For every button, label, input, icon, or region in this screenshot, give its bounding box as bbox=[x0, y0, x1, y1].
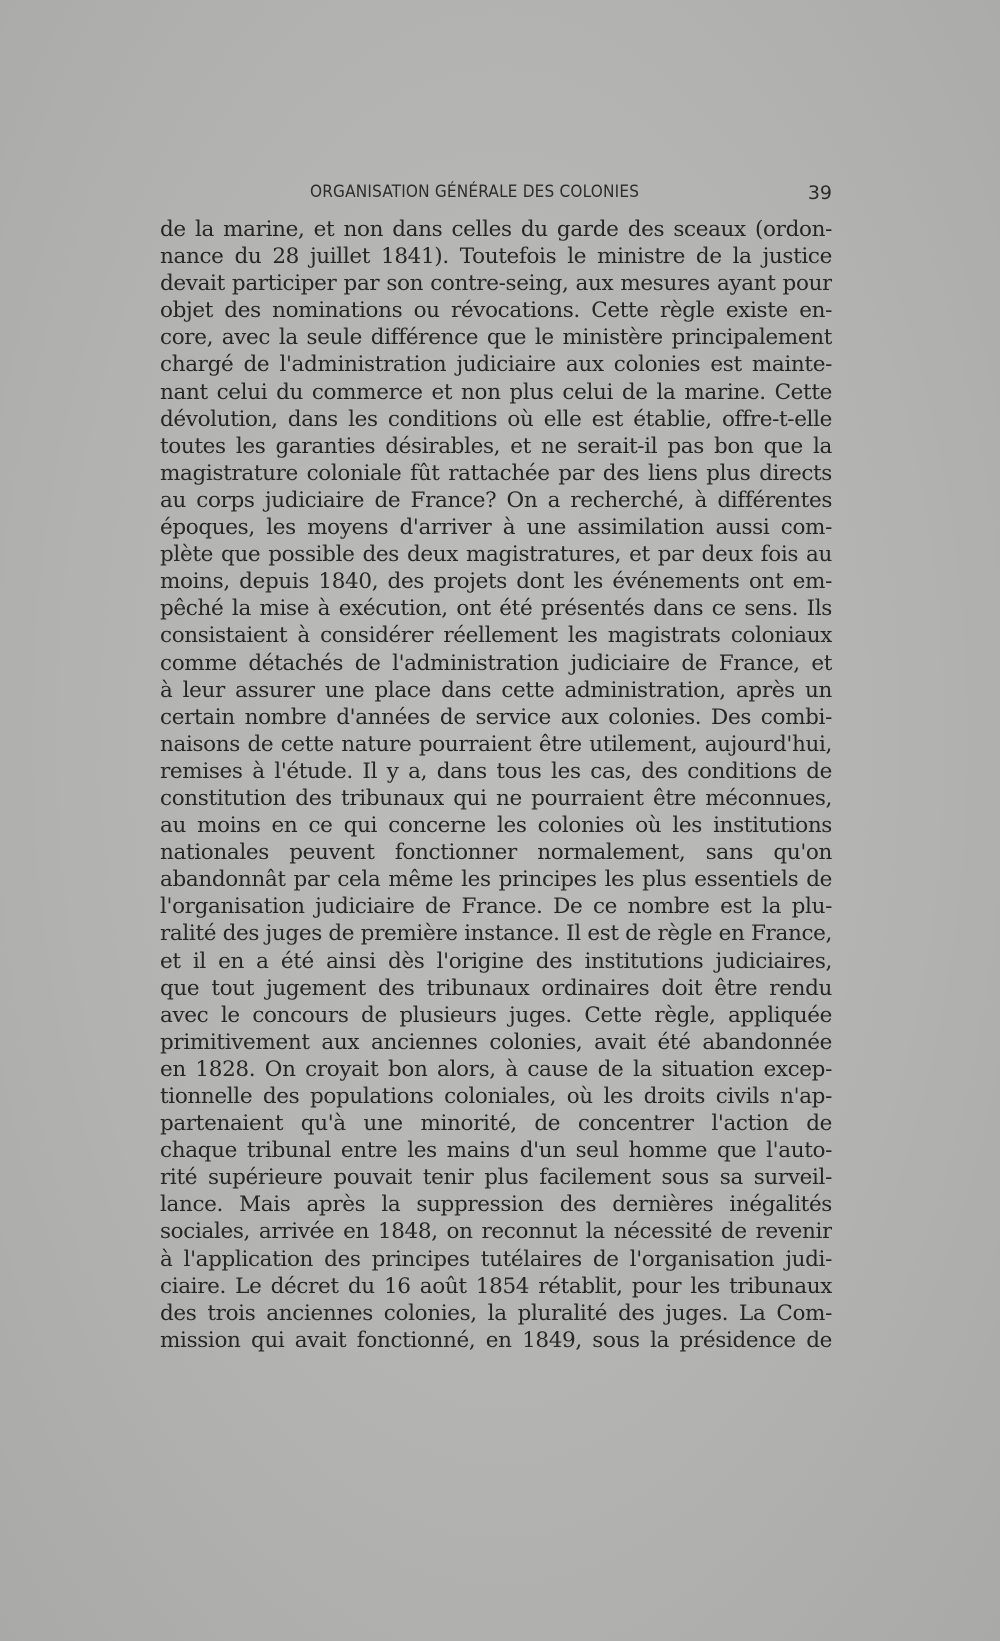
text-line: naisons de cette nature pourraient être utilement, aujourd'hui, bbox=[160, 731, 832, 757]
text-line: dévolution, dans les conditions où elle est établie, offre-t-elle bbox=[160, 406, 832, 432]
text-line: l'organisation judiciaire de France. De ce nombre est la plu- bbox=[160, 894, 832, 920]
text-line: mission qui avait fonctionné, en 1849, sous la présidence de bbox=[160, 1327, 832, 1353]
text-line: comme détachés de l'administration judiciaire de France, et bbox=[160, 650, 832, 676]
text-line: primitivement aux anciennes colonies, avait été abandonnée bbox=[160, 1029, 832, 1055]
text-line: consistaient à considérer réellement les magistrats coloniaux bbox=[160, 623, 832, 649]
text-line: à leur assurer une place dans cette administration, après un bbox=[160, 677, 832, 703]
text-line: nant celui du commerce et non plus celui de la marine. Cette bbox=[160, 379, 832, 405]
running-title: ORGANISATION GÉNÉRALE DES COLONIES bbox=[310, 182, 640, 202]
text-line: constitution des tribunaux qui ne pourraient être méconnues, bbox=[160, 785, 832, 811]
text-line: devait participer par son contre-seing, aux mesures ayant pour bbox=[160, 271, 832, 297]
text-line: au corps judiciaire de France? On a recherché, à différentes bbox=[160, 487, 832, 513]
text-line: plète que possible des deux magistratures, et par deux fois au bbox=[160, 542, 832, 568]
text-line: de la marine, et non dans celles du garde des sceaux (ordon- bbox=[160, 217, 832, 242]
text-line: nance du 28 juillet 1841). Toutefois le ministre de la justice bbox=[160, 244, 832, 270]
page-header bbox=[160, 182, 832, 208]
text-line: objet des nominations ou révocations. Cette règle existe en- bbox=[160, 298, 832, 324]
text-line: moins, depuis 1840, des projets dont les événements ont em- bbox=[160, 569, 832, 595]
text-line: partenaient qu'à une minorité, de concentrer l'action de bbox=[160, 1111, 832, 1137]
text-line: avec le concours de plusieurs juges. Cette règle, appliquée bbox=[160, 1002, 832, 1028]
text-line: magistrature coloniale fût rattachée par des liens plus directs bbox=[160, 460, 832, 486]
text-line: ralité des juges de première instance. Il est de règle en France, bbox=[160, 921, 832, 947]
text-line: en 1828. On croyait bon alors, à cause de la situation excep- bbox=[160, 1056, 832, 1082]
text-line: ciaire. Le décret du 16 août 1854 rétablit, pour les tribunaux bbox=[160, 1273, 832, 1299]
text-line: certain nombre d'années de service aux colonies. Des combi- bbox=[160, 704, 832, 730]
body-text bbox=[160, 216, 832, 1354]
text-line: remises à l'étude. Il y a, dans tous les cas, des conditions de bbox=[160, 758, 832, 784]
text-line: nationales peuvent fonctionner normalement, sans qu'on bbox=[160, 840, 832, 866]
text-line: tionnelle des populations coloniales, où les droits civils n'ap- bbox=[160, 1084, 832, 1109]
text-line: sociales, arrivée en 1848, on reconnut la nécessité de revenir bbox=[160, 1219, 832, 1245]
text-line: core, avec la seule différence que le ministère principalement bbox=[160, 325, 832, 351]
text-line: chargé de l'administration judiciaire aux colonies est mainte- bbox=[160, 352, 832, 378]
text-line: chaque tribunal entre les mains d'un seul homme que l'auto- bbox=[160, 1138, 832, 1164]
text-line: époques, les moyens d'arriver à une assimilation aussi com- bbox=[160, 515, 832, 541]
text-line: et il en a été ainsi dès l'origine des institutions judiciaires, bbox=[160, 948, 832, 974]
text-line: toutes les garanties désirables, et ne serait-il pas bon que la bbox=[160, 433, 832, 459]
page-number: 39 bbox=[807, 182, 832, 204]
text-line: rité supérieure pouvait tenir plus facilement sous sa surveil- bbox=[160, 1165, 832, 1191]
text-line: lance. Mais après la suppression des dernières inégalités bbox=[160, 1192, 832, 1218]
text-line: à l'application des principes tutélaires de l'organisation judi- bbox=[160, 1246, 832, 1272]
text-line: au moins en ce qui concerne les colonies où les institutions bbox=[160, 813, 832, 839]
text-line: pêché la mise à exécution, ont été présentés dans ce sens. Ils bbox=[160, 596, 832, 622]
text-line: abandonnât par cela même les principes les plus essentiels de bbox=[160, 867, 832, 893]
text-line: que tout jugement des tribunaux ordinaires doit être rendu bbox=[160, 975, 832, 1001]
text-line: des trois anciennes colonies, la pluralité des juges. La Com- bbox=[160, 1300, 832, 1326]
